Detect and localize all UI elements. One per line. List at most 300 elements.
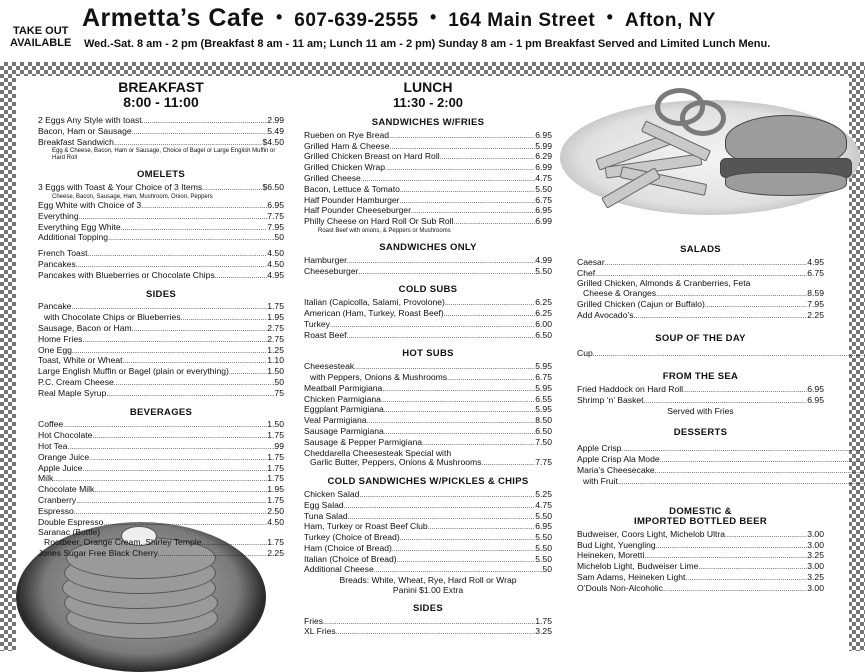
item-price: .50 <box>272 232 284 243</box>
lunch-sides-items <box>304 617 552 639</box>
leader-dots <box>400 533 536 544</box>
leader-dots <box>359 490 535 501</box>
list-item <box>38 271 284 282</box>
hot-subs-items <box>304 362 552 448</box>
leader-dots <box>725 530 807 541</box>
item-price: 6.95 <box>535 205 552 216</box>
item-name: Tuna Salad <box>304 510 348 521</box>
breakfast-items <box>38 116 284 148</box>
breakfast-time: 8:00 - 11:00 <box>123 94 199 110</box>
item-name: Milk <box>38 473 54 484</box>
saranac-label: Saranac (Bottle) <box>38 527 101 538</box>
leader-dots <box>397 555 536 566</box>
leader-dots <box>142 116 268 127</box>
item-price: 6.95 <box>267 199 284 210</box>
leader-dots <box>384 405 535 416</box>
leader-dots <box>444 309 535 320</box>
item-name: Large English Muffin or Bagel (plain or everything) <box>38 366 229 377</box>
desserts-left <box>577 444 865 497</box>
cold-subs-items <box>304 298 552 341</box>
breakfast-sandwich-note: Egg & Cheese, Bacon, Ham or Sausage, Choice of Bagel or Large English Muffin or Hard Roll <box>52 148 276 162</box>
leader-dots <box>330 320 535 331</box>
cold-sandwiches-items <box>304 490 552 576</box>
leader-dots <box>400 196 536 207</box>
item-price: 5.25 <box>535 488 552 499</box>
item-name: Toast, White or Wheat <box>38 355 123 366</box>
item-name: Chef <box>577 267 596 278</box>
item-price: 5.50 <box>535 183 552 194</box>
item-price: .75 <box>272 387 284 398</box>
item-price: 6.95 <box>807 394 824 405</box>
item-name: O’Douls Non-Alcoholic <box>577 582 663 593</box>
item-price: 5.49 <box>267 125 284 136</box>
leader-dots <box>663 584 807 595</box>
sandwiches-fries-heading: SANDWICHES W/FRIES <box>371 117 485 128</box>
list-item <box>38 138 284 149</box>
leader-dots <box>385 163 535 174</box>
list-item <box>577 396 824 407</box>
item-price: .50 <box>540 564 552 575</box>
list-item <box>38 431 284 442</box>
leader-dots <box>336 627 536 638</box>
item-price: 3.25 <box>535 626 552 637</box>
item-name: Sam Adams, Heineken Light <box>577 571 686 582</box>
item-price: $4.50 <box>262 136 284 147</box>
sea-heading: FROM THE SEA <box>662 371 739 383</box>
item-price: 5.50 <box>535 532 552 543</box>
right-column <box>577 237 824 595</box>
item-price: 6.00 <box>535 318 552 329</box>
item-name: Italian (Capicolla, Salami, Provolone) <box>304 297 445 308</box>
item-price: 1.75 <box>535 615 552 626</box>
list-item <box>304 438 552 449</box>
item-price: 4.75 <box>535 172 552 183</box>
item-price: 5.50 <box>535 265 552 276</box>
item-price: 6.25 <box>535 307 552 318</box>
list-item <box>304 617 552 628</box>
lunch-sides-heading: SIDES <box>412 602 443 614</box>
list-item <box>38 127 284 138</box>
item-price: 2.75 <box>267 322 284 333</box>
item-name: with Fruit <box>583 475 618 486</box>
salad-gc-label: Grilled Chicken, Almonds & Cranberries, Feta <box>577 278 751 289</box>
item-price: 6.99 <box>535 216 552 227</box>
list-item <box>577 584 824 595</box>
item-price: 1.50 <box>267 366 284 377</box>
leader-dots <box>82 464 267 475</box>
item-name: Apple Crisp <box>577 443 622 454</box>
item-price: 2.25 <box>807 309 824 320</box>
list-item <box>38 389 284 400</box>
list-item: Jones Sugar Free Black Cherry ..... 2.25 <box>38 549 284 560</box>
item-name: Everything <box>38 210 79 221</box>
item-price: 3.00 <box>807 561 824 572</box>
leader-dots <box>181 313 268 324</box>
sea-items <box>577 385 824 407</box>
item-name: Additional Cheese <box>304 564 374 575</box>
item-price: 6.75 <box>807 267 824 278</box>
street-address: 164 Main Street <box>448 10 596 31</box>
leader-dots <box>683 385 807 396</box>
item-price: 6.50 <box>535 329 552 340</box>
item-name: P.C. Cream Cheese <box>38 376 114 387</box>
item-name: with Chocolate Chips or Blueberries <box>44 312 181 323</box>
list-item <box>38 464 284 475</box>
item-name: Caesar <box>577 256 605 267</box>
item-price: 7.50 <box>535 436 552 447</box>
leader-dots <box>88 249 268 260</box>
leader-dots <box>63 420 267 431</box>
item-price: 4.95 <box>267 269 284 280</box>
leader-dots <box>103 518 267 529</box>
item-price: 1.95 <box>267 484 284 495</box>
leader-dots <box>660 455 865 466</box>
item-price: 2.99 <box>267 115 284 125</box>
list-item <box>304 331 552 342</box>
breakfast-sides-items <box>38 313 284 399</box>
item-name: Grilled Ham & Cheese <box>304 140 390 151</box>
item-name: Philly Cheese on Hard Roll Or Sub Roll <box>304 216 454 227</box>
item-name: 3 Eggs with Toast & Your Choice of 3 Items <box>38 182 203 193</box>
item-name: Fries <box>304 615 324 626</box>
leader-dots <box>618 477 865 488</box>
item-price: 1.25 <box>267 344 284 355</box>
list-item <box>577 311 824 322</box>
lunch-time: 11:30 - 2:00 <box>392 95 464 110</box>
item-name: Orange Juice <box>38 451 90 462</box>
item-name: Grilled Cheese <box>304 172 361 183</box>
served-note: Served with Fries <box>667 405 734 416</box>
item-name: Everything Egg White <box>38 221 121 232</box>
leader-dots <box>94 485 267 496</box>
leader-dots <box>79 212 268 223</box>
salads-items <box>577 258 824 280</box>
leader-dots <box>698 562 807 573</box>
item-price: 8.50 <box>535 415 552 426</box>
item-price: 5.50 <box>535 542 552 553</box>
item-price: 6.75 <box>535 194 552 205</box>
leader-dots <box>400 185 535 196</box>
item-name: Bacon, Ham or Sausage <box>38 125 132 136</box>
burger-plate-photo <box>560 100 860 215</box>
cafe-name: Armetta’s Cafe <box>82 4 265 32</box>
item-price: 7.95 <box>807 298 824 309</box>
item-price: 1.10 <box>267 355 284 366</box>
list-item <box>577 466 865 477</box>
item-name: 2 Eggs Any Style with toast <box>38 115 142 125</box>
item-name: Coffee <box>38 419 64 430</box>
philly-note: Roast Beef with onions, & Peppers or Mushrooms <box>318 227 451 234</box>
beer-items <box>577 530 824 595</box>
leader-dots <box>323 617 535 628</box>
leader-dots <box>705 300 807 311</box>
list-item <box>304 267 552 278</box>
item-name: Apple Crisp Ala Mode <box>577 453 660 464</box>
item-price: 3.00 <box>807 582 824 593</box>
item-name: Grilled Chicken (Cajun or Buffalo) <box>577 298 705 309</box>
breakfast-sides-heading: SIDES <box>145 288 176 300</box>
leader-dots <box>655 466 865 477</box>
leader-dots <box>422 438 535 449</box>
item-name: Shrimp ‘n’ Basket <box>577 394 644 405</box>
item-name: Meatball Parmigiana <box>304 382 383 393</box>
item-price: 2.50 <box>267 505 284 516</box>
leader-dots <box>644 396 808 407</box>
city: Afton, NY <box>624 10 716 31</box>
leader-dots <box>454 217 536 228</box>
soup-heading: SOUP OF THE DAY <box>655 332 746 344</box>
item-name: Bacon, Lettuce & Tomato <box>304 183 400 194</box>
item-name: Rueben on Rye Bread <box>304 129 390 140</box>
item-name: Add Avocado’s <box>577 309 634 320</box>
item-name: Half Pounder Cheeseburger <box>304 205 412 216</box>
item-name: Heineken, Moretti <box>577 550 645 561</box>
item-price: 6.95 <box>535 521 552 532</box>
leader-dots <box>229 367 267 378</box>
item-price: 5.50 <box>535 510 552 521</box>
item-name: Hot Tea <box>38 440 68 451</box>
item-name: Pancakes with Blueberries or Chocolate Chips <box>38 269 215 280</box>
item-name: Cheesesteak <box>304 361 355 372</box>
item-price: .99 <box>272 440 284 451</box>
list-item <box>38 335 284 346</box>
list-item <box>304 185 552 196</box>
item-name: Maria’s Cheesecake <box>577 464 655 475</box>
leader-dots <box>106 389 272 400</box>
leader-dots <box>605 258 808 269</box>
breakfast-column <box>38 80 284 560</box>
item-price: 6.25 <box>535 297 552 308</box>
leader-dots <box>428 522 536 533</box>
item-price: 1.95 <box>267 312 284 323</box>
item-name: Grilled Chicken Breast on Hard Roll <box>304 151 440 162</box>
desserts-heading: DESSERTS <box>673 427 728 439</box>
item-price: 5.95 <box>535 404 552 415</box>
leader-dots <box>74 507 267 518</box>
lunch-column <box>304 80 552 638</box>
breakfast-other-items <box>38 249 284 281</box>
leader-dots <box>347 256 535 267</box>
leader-dots <box>89 453 267 464</box>
item-name: Chicken Salad <box>304 488 360 499</box>
item-price: 5.50 <box>535 553 552 564</box>
item-price: 1.75 <box>267 473 284 484</box>
item-name: with Peppers, Onions & Mushrooms <box>310 371 448 382</box>
item-name: Hamburger <box>304 254 347 265</box>
item-name: Bud Light, Yuengling <box>577 539 656 550</box>
leader-dots <box>132 324 268 335</box>
item-name: Budweiser, Coors Light, Michelob Ultra <box>577 528 726 539</box>
list-item <box>38 453 284 464</box>
leader-dots <box>121 223 268 234</box>
item-name: Egg Salad <box>304 499 344 510</box>
list-item <box>38 212 284 223</box>
beer-heading-1: DOMESTIC & <box>669 506 732 518</box>
omelet-note: Cheese, Bacon, Sausage, Ham, Mushroom, Onion, Peppers <box>52 193 213 200</box>
leader-dots <box>76 496 267 507</box>
item-price: 7.95 <box>267 221 284 232</box>
item-price: 5.95 <box>535 361 552 372</box>
item-price: 1.75 <box>267 462 284 473</box>
list-item: Pancake ..... 1.75 <box>38 302 284 313</box>
list-item <box>577 477 865 488</box>
item-name: Grilled Chicken Wrap <box>304 162 386 173</box>
item-name: Additional Topping <box>38 232 109 243</box>
item-name: Cheeseburger <box>304 265 359 276</box>
sandwiches-fries-items <box>304 131 552 228</box>
list-item <box>38 496 284 507</box>
list-item <box>304 501 552 512</box>
item-price: 4.95 <box>807 256 824 267</box>
leader-dots <box>108 233 272 244</box>
item-price: 6.29 <box>535 151 552 162</box>
leader-dots <box>141 201 267 212</box>
item-name: Italian (Choice of Bread) <box>304 553 397 564</box>
item-price: 6.55 <box>535 393 552 404</box>
leader-dots <box>344 501 536 512</box>
item-price: 3.00 <box>807 528 824 539</box>
item-name: Michelob Light, Budweiser Lime <box>577 561 699 572</box>
cold-sandwiches-heading: COLD SANDWICHES W/PICKLES & CHIPS <box>327 476 529 488</box>
item-name: Half Pounder Hamburger <box>304 194 400 205</box>
list-item <box>304 256 552 267</box>
item-price: .50 <box>272 376 284 387</box>
leader-dots <box>114 378 272 389</box>
item-name: Breakfast Sandwich <box>38 136 114 147</box>
beer-heading-2: IMPORTED BOTTLED BEER <box>634 515 767 527</box>
item-price: 1.50 <box>267 419 284 430</box>
leader-dots <box>685 573 807 584</box>
item-name: Real Maple Syrup <box>38 387 107 398</box>
breakfast-heading: BREAKFAST <box>118 79 204 95</box>
takeout-notice: TAKE OUT AVAILABLE <box>10 25 72 49</box>
list-item: Rootbeer, Orange Cream, Shirley Temple ..... 1.75 <box>38 538 284 549</box>
leader-dots <box>634 311 808 322</box>
list-item <box>304 627 552 638</box>
omelets-items <box>38 183 284 194</box>
leader-dots <box>358 267 535 278</box>
item-name: Sausage, Bacon or Ham <box>38 322 132 333</box>
item-price: 6.99 <box>535 162 552 173</box>
item-name: Ham (Choice of Bread) <box>304 542 392 553</box>
list-item <box>577 258 824 269</box>
leader-dots <box>114 138 263 149</box>
lunch-heading: LUNCH <box>403 79 453 95</box>
item-price: 5.99 <box>535 140 552 151</box>
leader-dots <box>367 416 536 427</box>
menu-header <box>0 0 865 62</box>
item-price: 6.95 <box>535 129 552 140</box>
item-price: 4.50 <box>267 248 284 259</box>
item-name: Sausage & Pepper Parmigiana <box>304 436 423 447</box>
opening-hours: Wed.-Sat. 8 am - 2 pm (Breakfast 8 am - 11 am; Lunch 11 am - 2 pm) Sunday 8 am - 1 pm Breakfast Served and Limited Lunch Menu. <box>84 38 771 50</box>
item-name: Chocolate Milk <box>38 484 95 495</box>
leader-dots <box>67 442 272 453</box>
item-name: Double Espresso <box>38 516 104 527</box>
item-name: Veal Parmigiana <box>304 415 367 426</box>
item-price: 6.50 <box>535 425 552 436</box>
omelets-heading: OMELETS <box>136 169 186 181</box>
beverages-items <box>38 420 284 528</box>
item-name: Egg White with Choice of 3 <box>38 199 142 210</box>
salads-items-2 <box>577 300 824 322</box>
item-price: 3.25 <box>807 550 824 561</box>
item-name: Turkey (Choice of Bread) <box>304 532 400 543</box>
list-item <box>38 507 284 518</box>
item-name: Roast Beef <box>304 329 347 340</box>
item-price: 2.75 <box>267 333 284 344</box>
leader-dots <box>82 335 267 346</box>
item-price: 4.75 <box>535 499 552 510</box>
item-price: 1.75 <box>267 430 284 441</box>
list-item <box>577 530 824 541</box>
breads-note: Breads: White, Wheat, Rye, Hard Roll or Wrap <box>339 575 517 586</box>
item-price: 6.95 <box>807 383 824 394</box>
item-price: 3.25 <box>807 571 824 582</box>
item-price: 3.00 <box>807 539 824 550</box>
list-item <box>304 217 552 228</box>
item-name: Fried Haddock on Hard Roll <box>577 383 684 394</box>
sandwiches-only-heading: SANDWICHES ONLY <box>379 241 477 253</box>
list-item <box>304 384 552 395</box>
phone-number: 607-639-2555 <box>294 10 419 31</box>
item-name: Cranberry <box>38 494 77 505</box>
beverages-heading: BEVERAGES <box>129 406 193 418</box>
omelets-items-2 <box>38 201 284 244</box>
list-item <box>38 233 284 244</box>
list-item <box>304 131 552 142</box>
item-price: 6.75 <box>535 371 552 382</box>
item-name: One Egg <box>38 344 72 355</box>
item-name: Sausage Parmigiana <box>304 425 384 436</box>
cheddarella-label: Cheddarella Cheesesteak Special with <box>304 447 452 458</box>
item-name: Pancakes <box>38 258 76 269</box>
list-item: Garlic Butter, Peppers, Onions & Mushrooms ..... 7.75 <box>304 458 552 469</box>
item-name: Espresso <box>38 505 74 516</box>
item-name: Chicken Parmigiana <box>304 393 381 404</box>
list-item: Cheese & Oranges ..... 8.59 <box>577 289 824 300</box>
item-price: $6.50 <box>262 182 284 193</box>
leader-dots <box>447 373 535 384</box>
item-price: 1.75 <box>267 451 284 462</box>
item-price: 4.99 <box>535 254 552 265</box>
leader-dots <box>202 183 262 194</box>
item-name: French Toast <box>38 248 88 259</box>
item-price: 4.50 <box>267 258 284 269</box>
leader-dots <box>392 544 535 555</box>
item-name: American (Ham, Turkey, Roast Beef) <box>304 307 444 318</box>
leader-dots <box>389 131 535 142</box>
list-item <box>304 320 552 331</box>
leader-dots <box>215 271 268 282</box>
item-name: Turkey <box>304 318 330 329</box>
hot-subs-heading: HOT SUBS <box>402 348 454 360</box>
item-name: XL Fries <box>304 626 336 637</box>
panini-note: Panini $1.00 Extra <box>392 585 464 596</box>
sandwiches-only-items <box>304 256 552 278</box>
list-item <box>38 183 284 194</box>
item-name: Home Fries <box>38 333 83 344</box>
cafe-title-line: Armetta’s Cafe • 607-639-2555 • 164 Main Street • Afton, NY <box>82 4 716 32</box>
salads-heading: SALADS <box>680 244 721 255</box>
leader-dots <box>440 152 536 163</box>
leader-dots <box>445 298 535 309</box>
leader-dots <box>132 127 268 138</box>
cold-subs-heading: COLD SUBS <box>398 284 458 296</box>
item-name: Eggplant Parmigiana <box>304 404 384 415</box>
leader-dots <box>347 331 536 342</box>
leader-dots <box>381 395 535 406</box>
